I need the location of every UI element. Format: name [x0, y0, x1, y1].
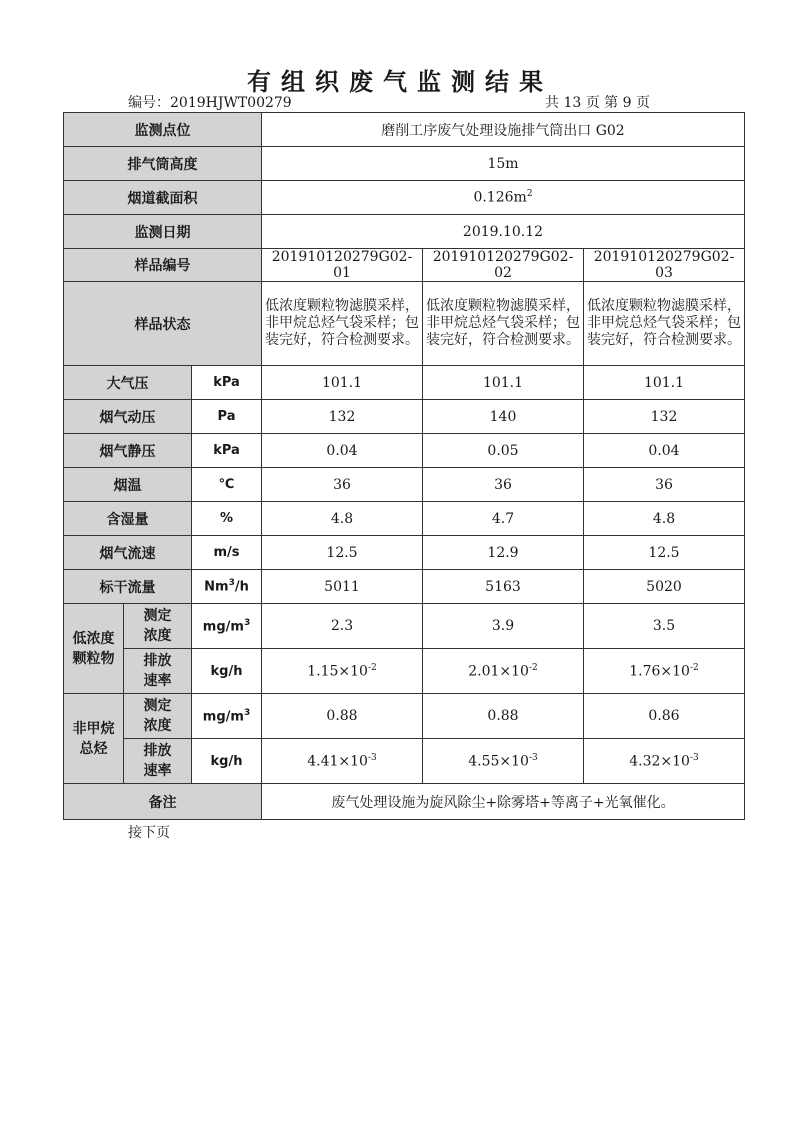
conc-value: 0.88 — [423, 694, 584, 739]
conc-value: 3.9 — [423, 604, 584, 649]
height-label: 排气筒高度 — [64, 147, 262, 181]
param-value: 132 — [584, 400, 745, 434]
area-value: 0.126m — [473, 189, 527, 206]
row-param — [64, 468, 745, 502]
sample-state-2: 低浓度颗粒物滤膜采样，非甲烷总烃气袋采样；包装完好，符合检测要求。 — [423, 282, 584, 366]
sample-number-label: 样品编号 — [64, 249, 262, 282]
sample-state-1: 低浓度颗粒物滤膜采样，非甲烷总烃气袋采样；包装完好，符合检测要求。 — [262, 282, 423, 366]
unit-base: Nm — [204, 579, 229, 595]
param-unit: kPa — [192, 434, 262, 468]
param-value: 4.8 — [584, 502, 745, 536]
area-unit-sup: 2 — [526, 189, 533, 200]
row-param — [64, 400, 745, 434]
param-label: 烟气动压 — [64, 400, 192, 434]
param-value: 5163 — [423, 570, 584, 604]
remark-label: 备注 — [64, 784, 262, 820]
unit-sup: 3 — [228, 578, 235, 589]
sample-state-label: 样品状态 — [64, 282, 262, 366]
pollutant-name: 低浓度 颗粒物 — [64, 604, 124, 694]
row-pollutant-rate — [64, 649, 745, 694]
row-sample-state — [64, 282, 745, 366]
param-unit: Pa — [192, 400, 262, 434]
unit-tail: /h — [234, 579, 249, 595]
conc-value: 3.5 — [584, 604, 745, 649]
param-label: 烟气流速 — [64, 536, 192, 570]
rate-label: 排放 速率 — [124, 739, 192, 784]
param-value: 36 — [584, 468, 745, 502]
param-value: 4.8 — [262, 502, 423, 536]
row-param — [64, 502, 745, 536]
param-value: 5011 — [262, 570, 423, 604]
row-height — [64, 147, 745, 181]
param-value: 36 — [423, 468, 584, 502]
conc-label: 测定 浓度 — [124, 694, 192, 739]
param-unit — [192, 570, 262, 604]
row-param — [64, 366, 745, 400]
param-unit: m/s — [192, 536, 262, 570]
row-param — [64, 536, 745, 570]
sample-state-3: 低浓度颗粒物滤膜采样，非甲烷总烃气袋采样；包装完好，符合检测要求。 — [584, 282, 745, 366]
param-value: 0.05 — [423, 434, 584, 468]
area-label: 烟道截面积 — [64, 181, 262, 215]
rate-value: $4.55\times 10^{-3}$ — [423, 739, 584, 784]
rate-value: $4.41\times 10^{-3}$ — [262, 739, 423, 784]
document-number: 编号：2019HJWT00279 — [128, 95, 292, 111]
row-sample-number — [64, 249, 745, 282]
rate-value: $2.01\times 10^{-2}$ — [423, 649, 584, 694]
row-area — [64, 181, 745, 215]
document-title: 有组织废气监测结果 — [247, 68, 553, 96]
sample-number-2: 201910120279G02-02 — [423, 249, 584, 282]
row-pollutant-rate — [64, 739, 745, 784]
date-label: 监测日期 — [64, 215, 262, 249]
param-label: 烟温 — [64, 468, 192, 502]
continued-note: 接下页 — [128, 825, 170, 841]
row-remark — [64, 784, 745, 820]
row-param — [64, 434, 745, 468]
param-unit: % — [192, 502, 262, 536]
param-value: 132 — [262, 400, 423, 434]
row-date — [64, 215, 745, 249]
row-pollutant-conc — [64, 694, 745, 739]
param-label: 大气压 — [64, 366, 192, 400]
param-value: 101.1 — [262, 366, 423, 400]
param-label: 含湿量 — [64, 502, 192, 536]
row-pollutant-conc — [64, 604, 745, 649]
conc-unit: $mg/m^3$ — [192, 694, 262, 739]
param-value: 5020 — [584, 570, 745, 604]
remark-value: 废气处理设施为旋风除尘+除雾塔+等离子+光氧催化。 — [262, 784, 745, 820]
area-value-cell — [262, 181, 745, 215]
param-label: 烟气静压 — [64, 434, 192, 468]
param-value: 101.1 — [584, 366, 745, 400]
param-value: 140 — [423, 400, 584, 434]
param-value: 36 — [262, 468, 423, 502]
param-value: 4.7 — [423, 502, 584, 536]
param-unit: ℃ — [192, 468, 262, 502]
rate-value: $4.32\times 10^{-3}$ — [584, 739, 745, 784]
conc-value: 2.3 — [262, 604, 423, 649]
rate-value: $1.76\times 10^{-2}$ — [584, 649, 745, 694]
param-value: 12.5 — [262, 536, 423, 570]
page-info: 共 13 页 第 9 页 — [545, 95, 650, 111]
rate-value: $1.15\times 10^{-2}$ — [262, 649, 423, 694]
param-value: 101.1 — [423, 366, 584, 400]
date-value: 2019.10.12 — [262, 215, 745, 249]
rate-unit: kg/h — [192, 739, 262, 784]
results-table — [63, 112, 745, 820]
rate-unit: kg/h — [192, 649, 262, 694]
pollutant-name: 非甲烷 总烃 — [64, 694, 124, 784]
param-value: 12.5 — [584, 536, 745, 570]
row-param — [64, 570, 745, 604]
conc-value: 0.86 — [584, 694, 745, 739]
conc-value: 0.88 — [262, 694, 423, 739]
row-location — [64, 113, 745, 147]
conc-label: 测定 浓度 — [124, 604, 192, 649]
location-value: 磨削工序废气处理设施排气筒出口 G02 — [262, 113, 745, 147]
conc-unit: $mg/m^3$ — [192, 604, 262, 649]
param-value: 0.04 — [262, 434, 423, 468]
param-value: 0.04 — [584, 434, 745, 468]
rate-label: 排放 速率 — [124, 649, 192, 694]
sample-number-3: 201910120279G02-03 — [584, 249, 745, 282]
param-unit: kPa — [192, 366, 262, 400]
location-label: 监测点位 — [64, 113, 262, 147]
param-label: 标干流量 — [64, 570, 192, 604]
sample-number-1: 201910120279G02-01 — [262, 249, 423, 282]
height-value: 15m — [262, 147, 745, 181]
param-value: 12.9 — [423, 536, 584, 570]
